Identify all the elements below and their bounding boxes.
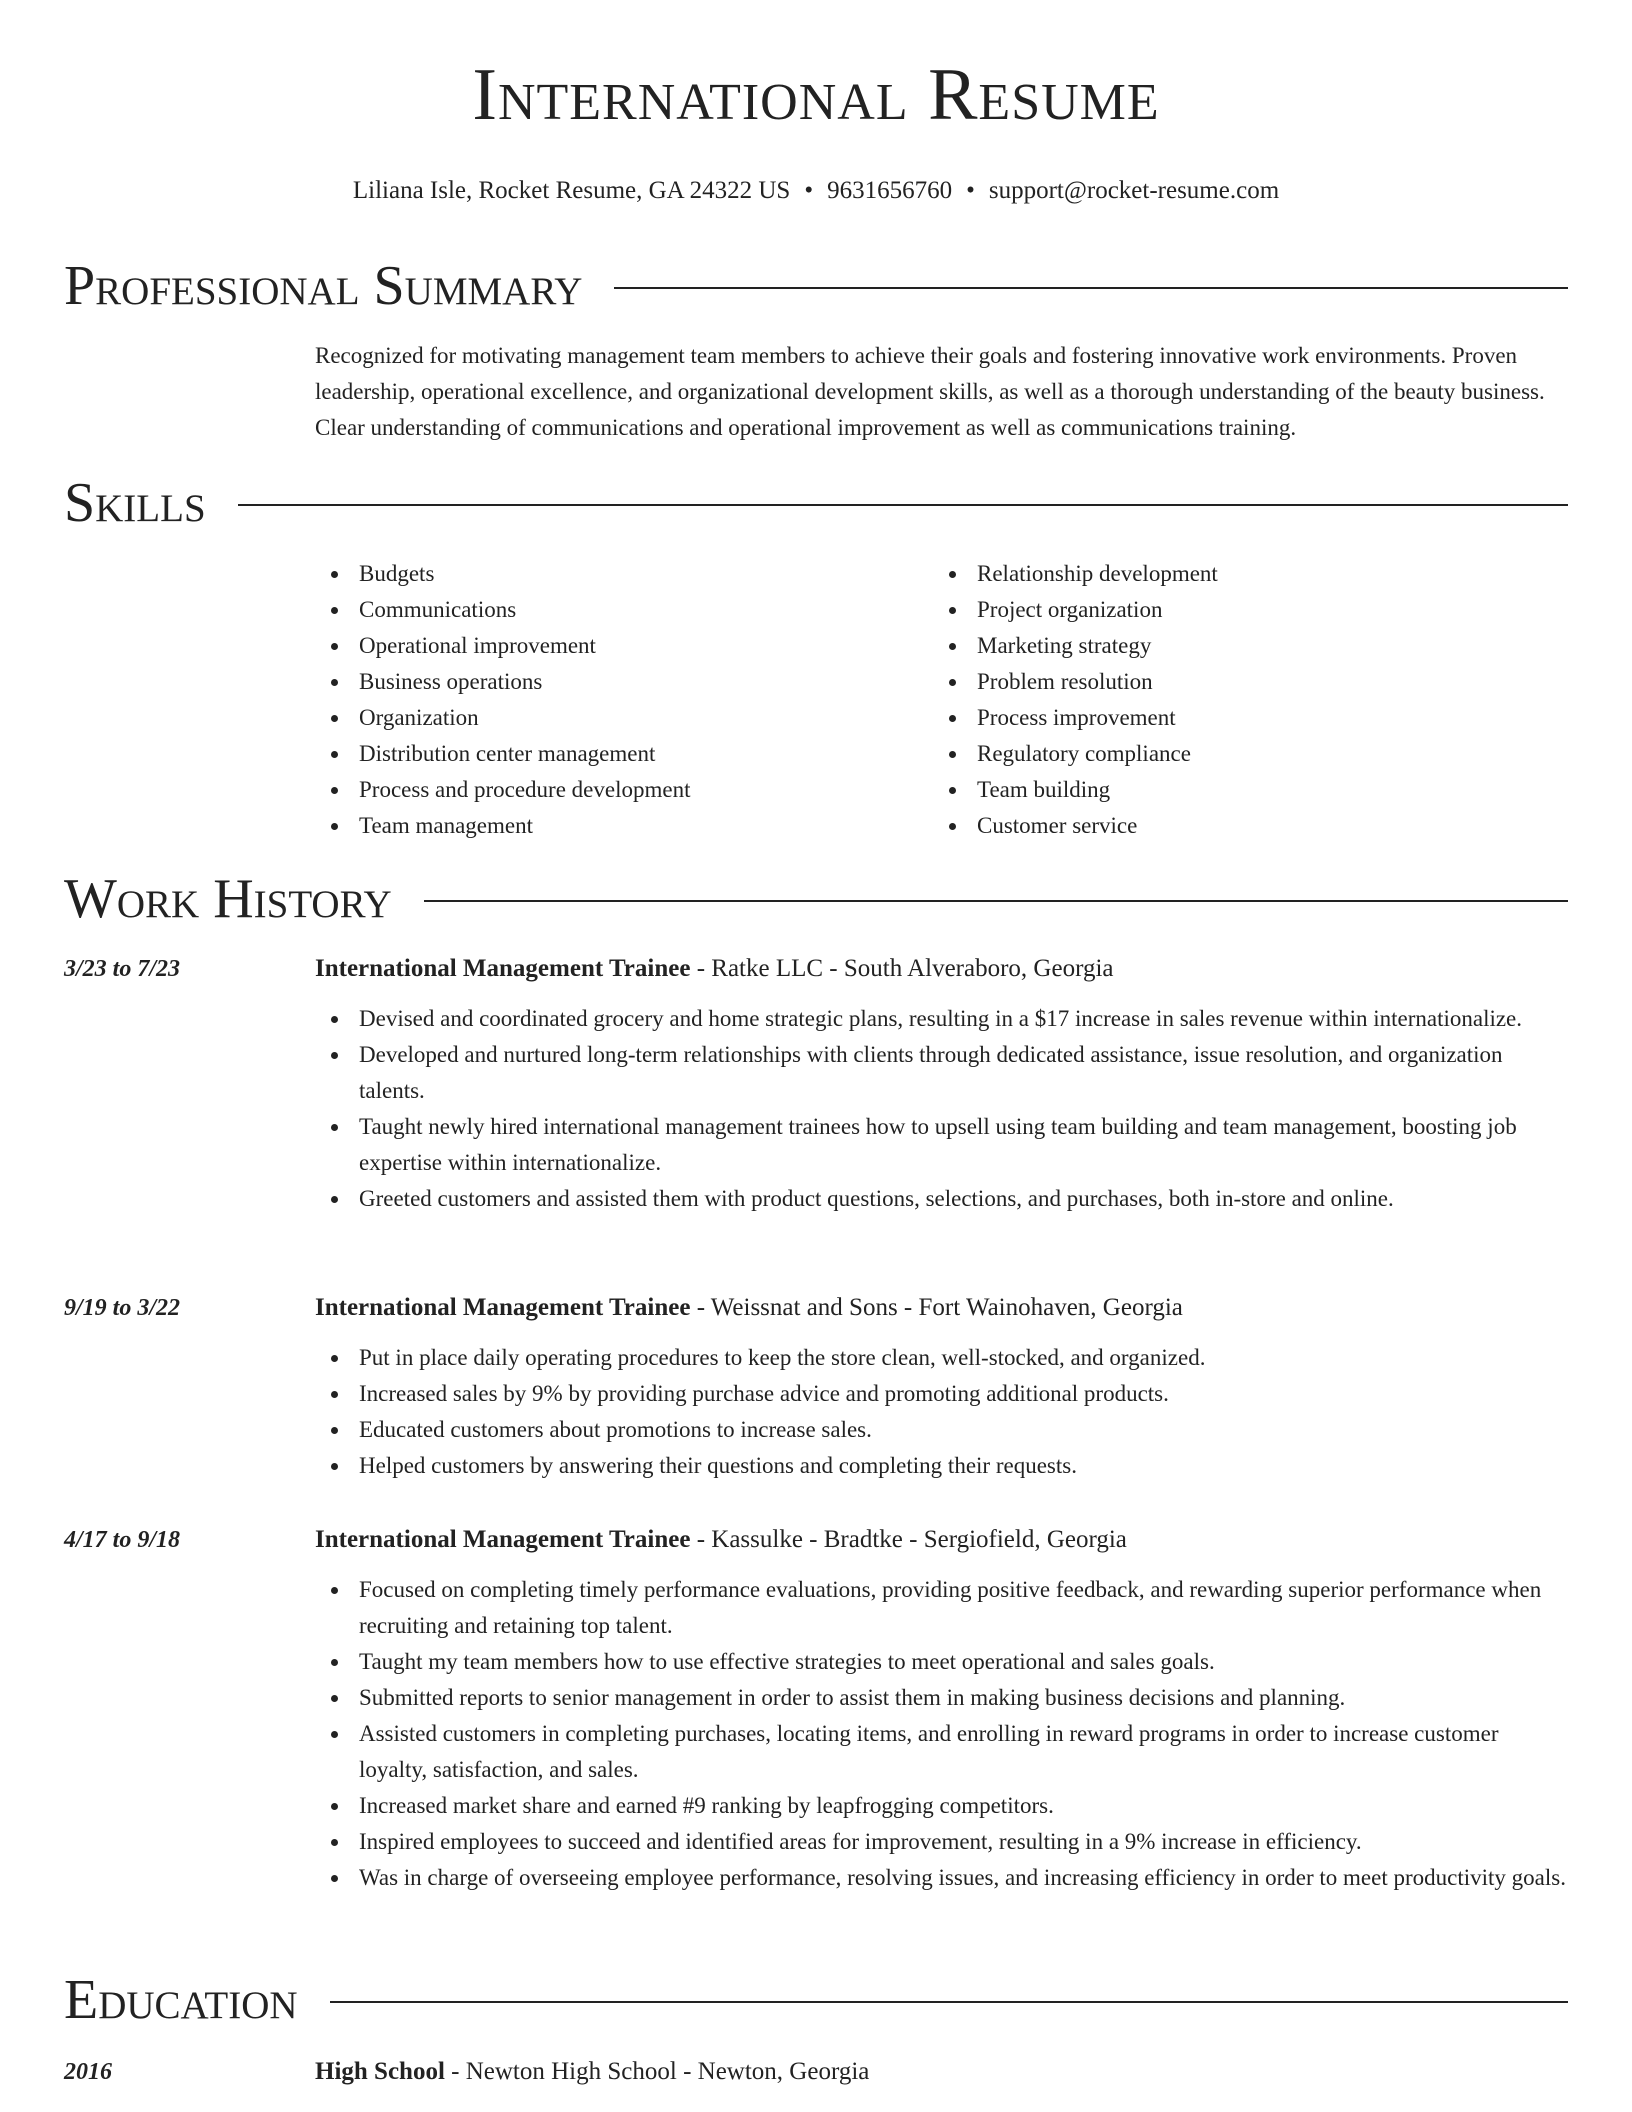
job-bullet: Devised and coordinated grocery and home strategic plans, resulting in a $17 increase in sales revenue within internationalize. — [359, 1001, 1568, 1037]
skill-item: Budgets — [359, 556, 933, 592]
contact-line — [0, 176, 1632, 206]
job-bullet: Focused on completing timely performance evaluations, providing positive feedback, and rewarding superior performance when recruiting and retaining top talent. — [359, 1572, 1568, 1644]
skill-item: Regulatory compliance — [977, 736, 1551, 772]
section-divider — [424, 900, 1568, 902]
skill-item: Marketing strategy — [977, 628, 1551, 664]
job-dates: 9/19 to 3/22 — [64, 1295, 181, 1321]
summary-section-header — [64, 255, 1568, 317]
job-entry — [64, 1290, 1568, 1484]
job-bullet: Educated customers about promotions to increase sales. — [359, 1412, 1568, 1448]
job-title: International Management Trainee — [315, 1294, 691, 1321]
contact-separator: • — [966, 177, 975, 204]
education-degree: High School — [315, 2058, 445, 2085]
skill-item: Problem resolution — [977, 664, 1551, 700]
skill-item: Project organization — [977, 592, 1551, 628]
job-bullet: Increased market share and earned #9 ranking by leapfrogging competitors. — [359, 1788, 1568, 1824]
skills-column-left — [315, 556, 933, 844]
education-heading: Education — [64, 1969, 298, 2031]
job-employer: - Kassulke - Bradtke - Sergiofield, Georgia — [690, 1526, 1127, 1553]
job-title: International Management Trainee — [315, 1526, 691, 1553]
job-bullet: Inspired employees to succeed and identified areas for improvement, resulting in a 9% increase in efficiency. — [359, 1824, 1568, 1860]
job-heading — [315, 1522, 1568, 1558]
job-entry — [64, 1522, 1568, 1896]
job-bullet: Assisted customers in completing purchases, locating items, and enrolling in reward programs in order to increase customer loyalty, satisfaction, and sales. — [359, 1716, 1568, 1788]
contact-email: support@rocket-resume.com — [988, 177, 1280, 204]
skill-item: Operational improvement — [359, 628, 933, 664]
skill-item: Team management — [359, 808, 933, 844]
skills-column-right — [933, 556, 1551, 844]
job-bullet: Was in charge of overseeing employee performance, resolving issues, and increasing efficiency in order to meet productivity goals. — [359, 1860, 1568, 1896]
summary-heading: Professional Summary — [64, 255, 583, 317]
contact-phone: 9631656760 — [827, 177, 953, 204]
summary-text: Recognized for motivating management team members to achieve their goals and fostering innovative work environments. Proven leadership, operational excellence, and organizational development skills, as well as a thorough understanding of the beauty business. Clear understanding of communications and operational improvement as well as communications training. — [315, 343, 1545, 440]
resume-title: International Resume — [472, 54, 1160, 136]
skill-item: Process improvement — [977, 700, 1551, 736]
job-dates: 3/23 to 7/23 — [64, 956, 181, 982]
job-bullet: Greeted customers and assisted them with product questions, selections, and purchases, both in-store and online. — [359, 1181, 1568, 1217]
contact-address: Liliana Isle, Rocket Resume, GA 24322 US — [352, 177, 791, 204]
contact-separator: • — [804, 177, 814, 204]
skill-item: Communications — [359, 592, 933, 628]
job-title: International Management Trainee — [315, 955, 691, 982]
section-divider — [330, 2001, 1568, 2003]
education-year: 2016 — [64, 2059, 112, 2085]
job-bullets — [315, 1340, 1568, 1484]
job-dates: 4/17 to 9/18 — [64, 1527, 181, 1553]
job-bullet: Taught newly hired international management trainees how to upsell using team building and team management, boosting job expertise within internationalize. — [359, 1109, 1568, 1181]
job-employer: - Ratke LLC - South Alveraboro, Georgia — [690, 955, 1114, 982]
job-bullet: Developed and nurtured long-term relationships with clients through dedicated assistance, issue resolution, and organization talents. — [359, 1037, 1568, 1109]
skill-item: Team building — [977, 772, 1551, 808]
skills-section-header — [64, 472, 1568, 534]
job-entry — [64, 951, 1568, 1217]
section-divider — [238, 504, 1568, 506]
skill-item: Organization — [359, 700, 933, 736]
job-bullet: Put in place daily operating procedures to keep the store clean, well-stocked, and organized. — [359, 1340, 1568, 1376]
job-bullet: Helped customers by answering their questions and completing their requests. — [359, 1448, 1568, 1484]
skill-item: Distribution center management — [359, 736, 933, 772]
job-employer: - Weissnat and Sons - Fort Wainohaven, Georgia — [690, 1294, 1183, 1321]
work-history-section-header — [64, 868, 1568, 930]
job-bullets — [315, 1001, 1568, 1217]
job-bullet: Increased sales by 9% by providing purchase advice and promoting additional products. — [359, 1376, 1568, 1412]
skill-item: Business operations — [359, 664, 933, 700]
skill-item: Customer service — [977, 808, 1551, 844]
skills-list — [315, 556, 1568, 844]
education-school: - Newton High School - Newton, Georgia — [444, 2058, 870, 2085]
skills-heading: Skills — [64, 472, 206, 534]
job-bullet: Taught my team members how to use effective strategies to meet operational and sales goals. — [359, 1644, 1568, 1680]
skill-item: Process and procedure development — [359, 772, 933, 808]
job-heading — [315, 951, 1568, 987]
skill-item: Relationship development — [977, 556, 1551, 592]
job-bullet: Submitted reports to senior management in order to assist them in making business decisions and planning. — [359, 1680, 1568, 1716]
work-history-heading: Work History — [64, 868, 392, 930]
job-bullets — [315, 1572, 1568, 1896]
education-heading-line — [315, 2054, 1568, 2090]
education-entry — [64, 2054, 1568, 2090]
education-section-header — [64, 1969, 1568, 2031]
job-heading — [315, 1290, 1568, 1326]
section-divider — [614, 287, 1568, 289]
